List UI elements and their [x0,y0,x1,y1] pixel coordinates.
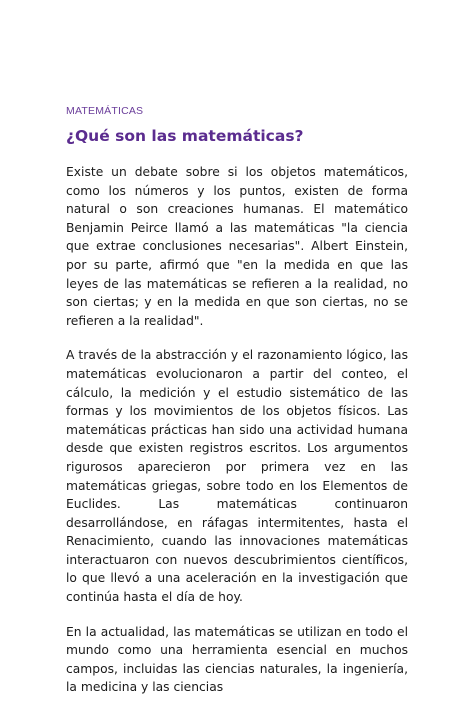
document-page [66,104,408,713]
article-title: ¿Qué son las matemáticas? [66,127,304,145]
paragraph-3: En la actualidad, las matemáticas se utilizan en todo el mundo como una herramienta esencial en muchos campos, incluidas las ciencias naturales, la ingeniería, la medicina y las ciencias [66,624,408,695]
category-label: MATEMÁTICAS [66,105,144,117]
paragraph-1: Existe un debate sobre si los objetos matemáticos, como los números y los puntos, existen de forma natural o son creaciones humanas. El matemático Benjamin Peirce llamó a las matemáticas "la ciencia que extrae conclusiones necesarias". Albert Einstein, por su parte, afirmó que "en la medida en que las leyes de las matemáticas se refieren a la realidad, no son ciertas; y en la medida en que son ciertas, no se refieren a la realidad". [66,165,408,328]
paragraph-2: A través de la abstracción y el razonamiento lógico, las matemáticas evolucionaron a partir del conteo, el cálculo, la medición y el estudio sistemático de las formas y los movimientos de los objetos físicos. Las matemáticas prácticas han sido una actividad humana desde que existen registros escritos. Los argumentos rigurosos aparecieron por primera vez en las matemáticas griegas, sobre todo en los Elementos de Euclides. Las matemáticas continuaron desarrollándose, en ráfagas intermitentes, hasta el Renacimiento, cuando las innovaciones matemáticas interactuaron con nuevos descubrimientos científicos, lo que llevó a una aceleración en la investigación que continúa hasta el día de hoy. [66,348,408,605]
